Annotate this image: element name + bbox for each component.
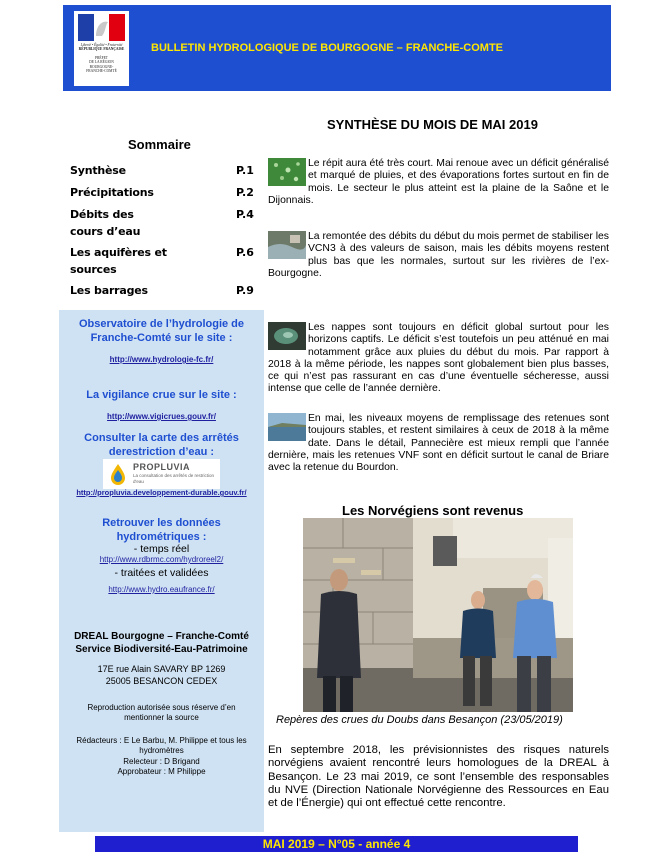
toc-item-aquiferes[interactable]: Les aquifères et sources — [70, 246, 167, 276]
toc-page-barrages: P.9 — [236, 284, 254, 297]
paragraph-precipitations — [268, 158, 609, 207]
rain-thumbnail-icon — [268, 158, 306, 186]
toc-page-debits: P.4 — [236, 208, 254, 221]
donnees-heading: Retrouver les données hydrométriques : — [102, 517, 221, 543]
propluvia-logo[interactable] — [103, 459, 220, 489]
reservoir-thumbnail-icon — [268, 413, 306, 441]
synthese-title: SYNTHÈSE DU MOIS DE MAI 2019 — [327, 117, 538, 132]
propluvia-link[interactable]: http://propluvia.developpement-durable.gouv.fr/ — [76, 488, 247, 497]
river-thumbnail-icon — [268, 231, 306, 259]
logo-region: DE LA RÉGION — [89, 60, 114, 65]
paragraph-debits-text: La remontée des débits du début du mois permet de stabiliser les VCN3 à des valeurs de saison, mais les débits moyens restent plus bas que les normales, surtout sur les rivières de l’ex-Bourgogne. — [268, 231, 609, 279]
logo-motto: Liberté • Égalité • Fraternité — [80, 43, 123, 47]
reproduction-notice: Reproduction autorisée sous réserve d’en mentionner la source — [87, 703, 236, 722]
photo-title: Les Norvégiens sont revenus — [342, 503, 524, 518]
paragraph-debits — [268, 231, 609, 280]
toc-page-aquiferes: P.6 — [236, 246, 254, 259]
paragraph-precipitations-text: Le répit aura été très court. Mai renoue avec un déficit généralisé et marqué de pluies, et des évaporations fortes surtout en fin de mois. Le secteur le plus atteint est la plaine de la Saône et le Dijonnais. — [268, 158, 609, 206]
propluvia-tagline: La consultation des arrêtés de restriction d'eau — [133, 473, 215, 484]
address-line-2: 25005 BESANCON CEDEX — [105, 676, 218, 686]
republique-logo — [74, 11, 129, 86]
norwegian-visit-photo — [303, 518, 573, 712]
header-band — [63, 5, 611, 91]
paragraph-nappes — [268, 322, 609, 396]
dreal-name: DREAL Bourgogne – Franche-Comté — [74, 631, 249, 642]
sommaire-title: Sommaire — [128, 137, 191, 152]
toc-item-synthese[interactable]: Synthèse — [70, 164, 126, 177]
validees-label: - traitées et validées — [114, 567, 209, 579]
logo-republique: RÉPUBLIQUE FRANÇAISE — [78, 47, 125, 52]
toc-item-debits[interactable]: Débits des cours d’eau — [70, 208, 141, 238]
redacteurs: Rédacteurs : E Le Barbu, M. Philippe et tous les hydromètres — [76, 736, 247, 755]
paragraph-barrages-text: En mai, les niveaux moyens de remplissage des retenues sont toujours stables, et restent similaires à ceux de 2018 à la même date. Dans le détail, Pannecière est mieux rempli que l’année dernière, mais les retenues VNF sont en déficit surtout le canal de Briare avec la retenue du Bourdon. — [268, 413, 609, 474]
propluvia-drop-icon — [106, 462, 130, 486]
temps-reel-link[interactable]: http://www.rdbrmc.com/hydroreel2/ — [99, 555, 224, 564]
observatoire-link[interactable]: http://www.hydrologie-fc.fr/ — [109, 355, 214, 364]
logo-text — [76, 43, 127, 73]
dreal-service: Service Biodiversité-Eau-Patrimoine — [75, 644, 248, 655]
info-sidebar — [59, 310, 264, 832]
vigilance-heading: La vigilance crue sur le site : — [86, 389, 237, 401]
propluvia-name: PROPLUVIA — [133, 462, 191, 472]
toc-page-synthese: P.1 — [236, 164, 254, 177]
story-paragraph: En septembre 2018, les prévisionnistes des risques naturels norvégiens avaient rencontré leurs homologues de la DREAL à Besançon. Le 23 mai 2019, ce sont l’ensemble des responsables du NVE (Direction Nationale Norvégienne des Ressources en Eau et de l’Énergie) qui ont effectué cette rencontre. — [268, 744, 609, 810]
logo-franche-comte: FRANCHE-COMTÉ — [86, 69, 117, 74]
paragraph-nappes-text: Les nappes sont toujours en déficit global surtout pour les horizons captifs. Le déficit s’est toutefois un peu atténué en mai notamment grâce aux pluies du début du mois. Par rapport à 2018 à la même période, les nappes sont globalement bien plus basses, ce qui n’est pas rassurant en cas d’une éventuelle sécheresse, aussi intense que celle de l’année dernière. — [268, 322, 609, 395]
paragraph-barrages — [268, 413, 609, 474]
toc-page-precipitations: P.2 — [236, 186, 254, 199]
approbateur: Approbateur : M Philippe — [117, 767, 206, 776]
relecteur: Relecteur : D Brigand — [123, 757, 200, 766]
logo-bourgogne: BOURGOGNE- — [89, 64, 114, 69]
address-line-1: 17E rue Alain SAVARY BP 1269 — [97, 664, 226, 674]
temps-reel-label: - temps réel — [133, 543, 190, 555]
vigilance-link[interactable]: http://www.vigicrues.gouv.fr/ — [107, 412, 216, 421]
validees-link[interactable]: http://www.hydro.eaufrance.fr/ — [108, 585, 215, 594]
footer-band — [95, 836, 578, 852]
issue-label: MAI 2019 – N°05 - année 4 — [262, 837, 411, 851]
bulletin-title: BULLETIN HYDROLOGIQUE DE BOURGOGNE – FRANCHE-COMTE — [151, 42, 504, 54]
marianne-flag-icon — [78, 14, 125, 41]
arretes-heading: Consulter la carte des arrêtés derestriction d’eau : — [84, 432, 239, 458]
logo-prefet: PRÉFET — [95, 55, 108, 60]
toc-item-barrages[interactable]: Les barrages — [70, 284, 148, 297]
aquifer-thumbnail-icon — [268, 322, 306, 350]
toc-item-precipitations[interactable]: Précipitations — [70, 186, 154, 199]
photo-caption: Repères des crues du Doubs dans Besançon (23/05/2019) — [276, 714, 563, 726]
observatoire-heading: Observatoire de l’hydrologie de Franche-Comté sur le site : — [78, 318, 245, 344]
